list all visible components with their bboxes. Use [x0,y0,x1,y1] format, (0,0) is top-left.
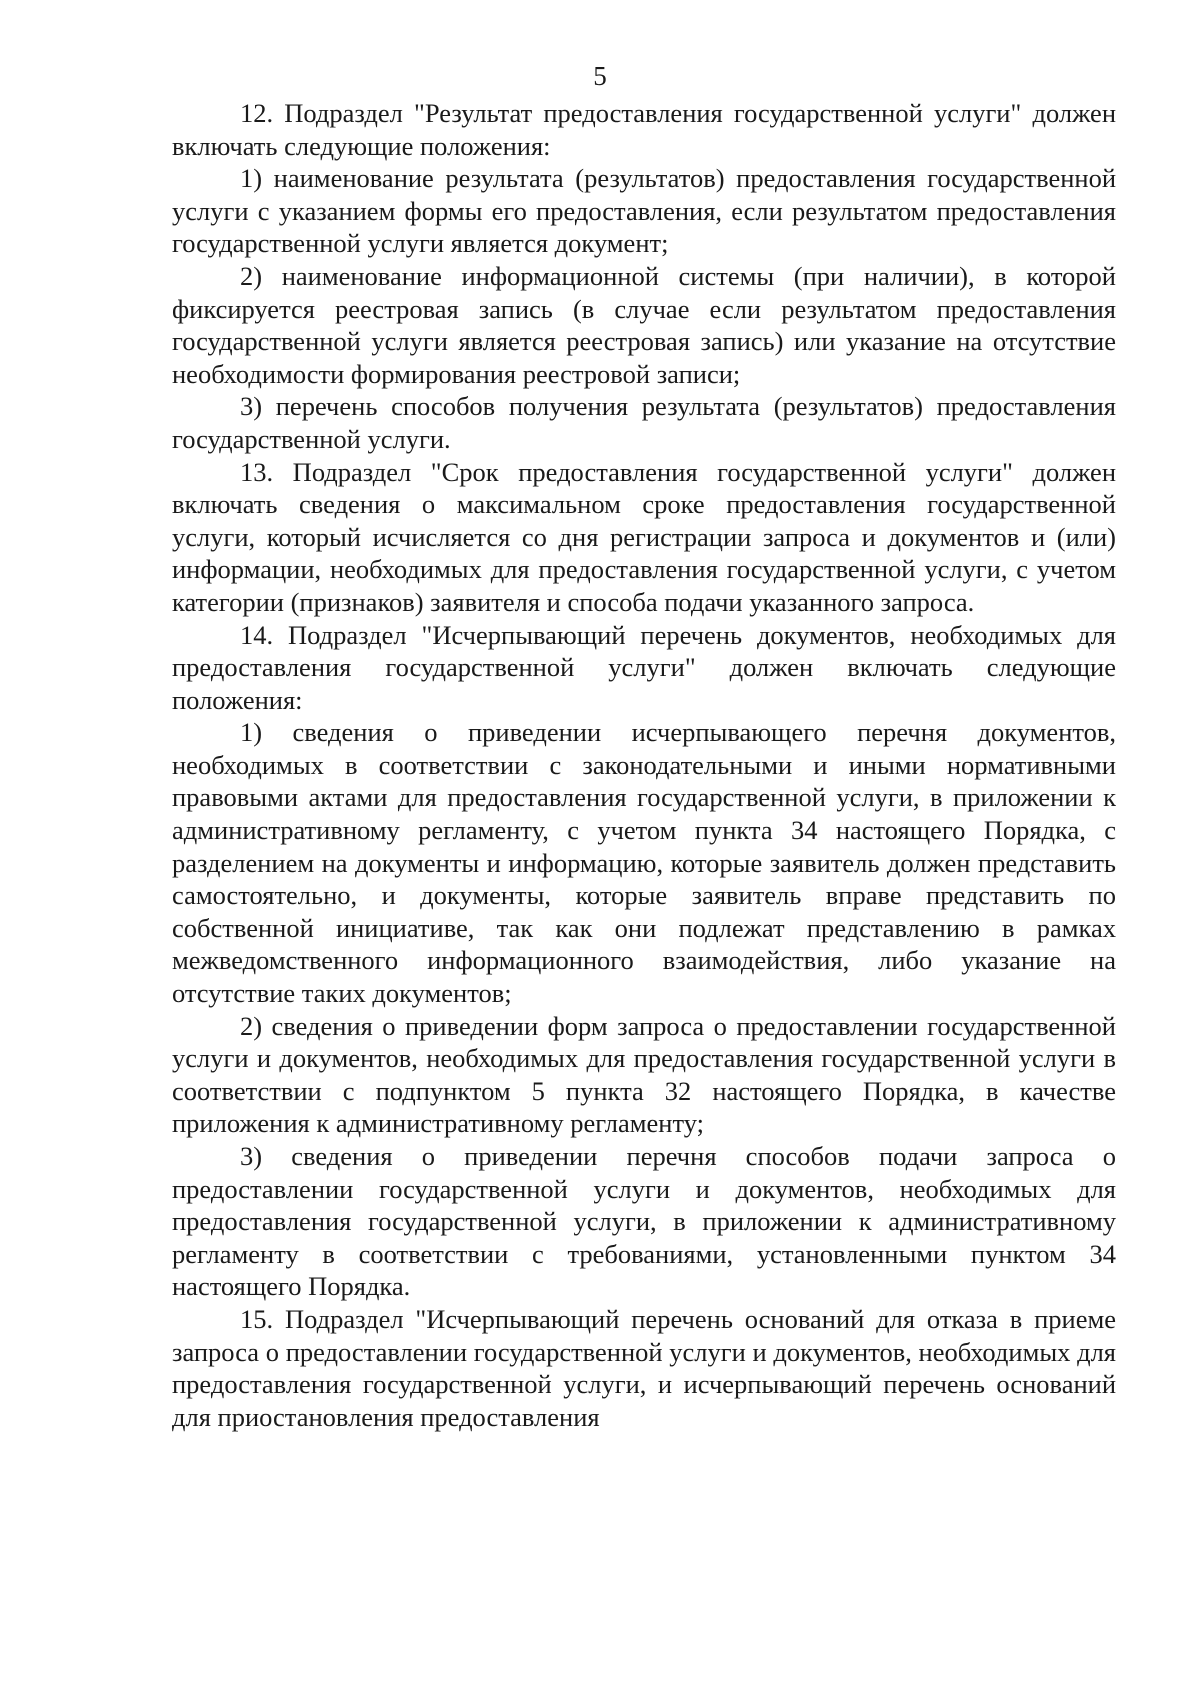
paragraph-14-item-3: 3) сведения о приведении перечня способов подачи запроса о предоставлении государственной услуги и документов, необходимых для предоставления государственной услуги, в приложении к административному регламенту в соответствии с требованиями, установленными пунктом 34 настоящего Порядка. [172,1141,1116,1302]
paragraph-14-item-2: 2) сведения о приведении форм запроса о предоставлении государственной услуги и документов, необходимых для предоставления государственной услуги в соответствии с подпунктом 5 пункта 32 настоящего Порядка, в качестве приложения к административному регламенту; [172,1010,1116,1139]
paragraph-12-item-1: 1) наименование результата (результатов) предоставления государственной услуги с указанием формы его предоставления, если результатом предоставления государственной услуги является документ; [172,163,1116,259]
document-body [172,97,1116,1433]
paragraph-12-item-2: 2) наименование информационной системы (при наличии), в которой фиксируется реестровая запись (в случае если результатом предоставления государственной услуги является реестровая запись) или указание на отсутствие необходимости формирования реестровой записи; [172,260,1116,389]
paragraph-14: 14. Подраздел "Исчерпывающий перечень документов, необходимых для предоставления государственной услуги" должен включать следующие положения: [172,619,1116,715]
page-number: 5 [593,61,607,91]
paragraph-12-item-3: 3) перечень способов получения результата (результатов) предоставления государственной услуги. [172,391,1116,454]
paragraph-13: 13. Подраздел "Срок предоставления государственной услуги" должен включать сведения о максимальном сроке предоставления государственной услуги, который исчисляется со дня регистрации запроса и документов и (или) информации, необходимых для предоставления государственной услуги, с учетом категории (признаков) заявителя и способа подачи указанного запроса. [172,456,1116,617]
paragraph-15: 15. Подраздел "Исчерпывающий перечень оснований для отказа в приеме запроса о предоставлении государственной услуги и документов, необходимых для предоставления государственной услуги, и исчерпывающий перечень оснований для приостановления предоставления [172,1303,1116,1432]
paragraph-12: 12. Подраздел "Результат предоставления государственной услуги" должен включать следующие положения: [172,98,1116,161]
paragraph-14-item-1: 1) сведения о приведении исчерпывающего перечня документов, необходимых в соответствии с законодательными и иными нормативными правовыми актами для предоставления государственной услуги, в приложении к административному регламенту, с учетом пункта 34 настоящего Порядка, с разделением на документы и информацию, которые заявитель должен представить самостоятельно, и документы, которые заявитель вправе представить по собственной инициативе, так как они подлежат представлению в рамках межведомственного информационного взаимодействия, либо указание на отсутствие таких документов; [172,717,1116,1009]
